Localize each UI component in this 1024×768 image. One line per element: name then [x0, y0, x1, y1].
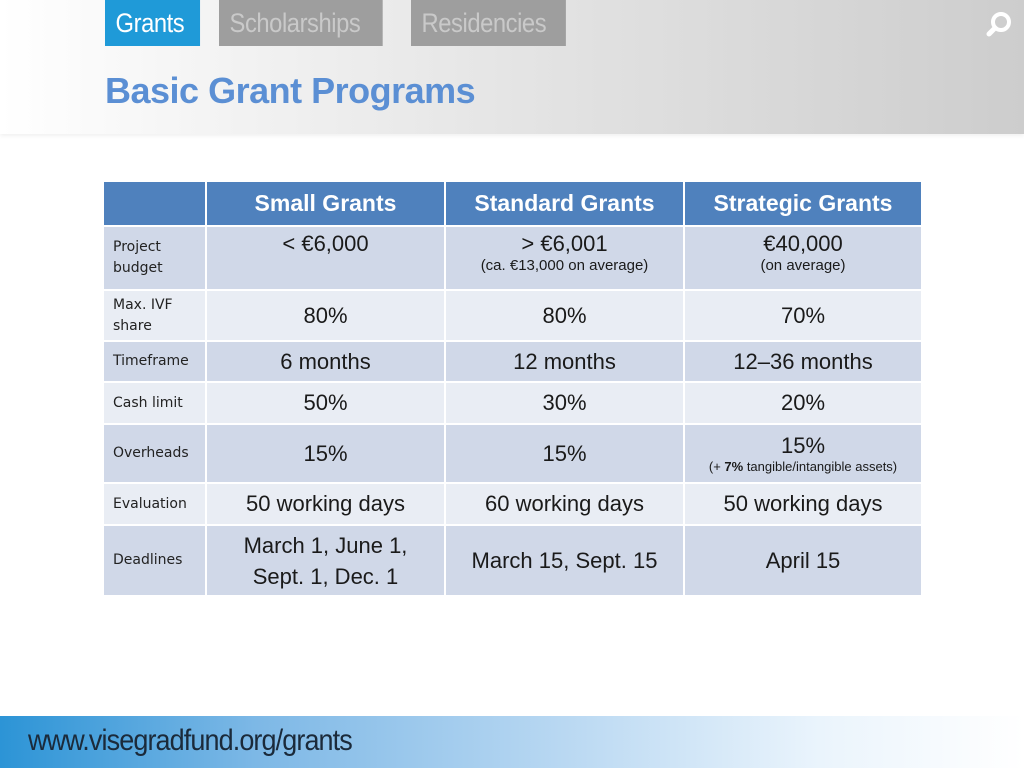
note-prefix: (+ — [708, 459, 725, 474]
table-row — [103, 483, 922, 525]
cell — [445, 226, 684, 290]
page-title: Basic Grant Programs — [105, 70, 476, 111]
cell-value: 50% — [206, 382, 445, 424]
cell-value: < €6,000 — [282, 231, 369, 256]
row-label: Cash limit — [103, 382, 206, 424]
tab-grants[interactable]: Grants — [105, 0, 200, 46]
cell-value-line2: Sept. 1, Dec. 1 — [252, 563, 399, 589]
header-standard-grants: Standard Grants — [445, 181, 684, 226]
cell-value: > €6,001 — [521, 231, 608, 256]
cell — [206, 226, 445, 290]
row-label: Max. IVF share — [103, 290, 206, 341]
header-corner — [103, 181, 206, 226]
cell-value-line1: March 1, June 1, — [243, 532, 408, 558]
note-bold: 7% — [724, 459, 744, 474]
cell — [206, 525, 445, 596]
row-label: Evaluation — [103, 483, 206, 525]
footer-url-link[interactable]: www.visegradfund.org/grants — [28, 724, 352, 757]
header-strategic-grants: Strategic Grants — [684, 181, 922, 226]
note-rest: tangible/intangible assets) — [743, 459, 898, 474]
table-row — [103, 424, 922, 483]
table-row — [103, 290, 922, 341]
cell-value: March 15, Sept. 15 — [445, 525, 684, 596]
table-row — [103, 525, 922, 596]
header-small-grants: Small Grants — [206, 181, 445, 226]
cell — [684, 226, 922, 290]
cell — [684, 424, 922, 483]
header-band — [0, 0, 1024, 134]
cell-note: (ca. €13,000 on average) — [480, 257, 649, 274]
cell-value: 80% — [445, 290, 684, 341]
cell-value: 12–36 months — [684, 341, 922, 382]
tab-residencies[interactable]: Residencies — [411, 0, 566, 46]
grant-programs-table — [102, 180, 923, 597]
cell-value: 60 working days — [445, 483, 684, 525]
table-header-row — [103, 181, 922, 226]
cell-note: (on average) — [760, 257, 846, 274]
cell-value: 15% — [445, 424, 684, 483]
row-label: Project budget — [103, 226, 206, 290]
cell-note — [685, 459, 921, 474]
cell-value: 20% — [684, 382, 922, 424]
table-row — [103, 341, 922, 382]
cell-value: April 15 — [684, 525, 922, 596]
table-row — [103, 382, 922, 424]
row-label: Deadlines — [103, 525, 206, 596]
cell-value: 50 working days — [206, 483, 445, 525]
search-icon[interactable] — [985, 10, 1013, 38]
cell-value: 12 months — [445, 341, 684, 382]
footer-band — [0, 716, 1024, 768]
cell-value: 15% — [206, 424, 445, 483]
row-label: Overheads — [103, 424, 206, 483]
row-label: Timeframe — [103, 341, 206, 382]
cell-value: 70% — [684, 290, 922, 341]
cell-value: €40,000 — [763, 231, 843, 256]
cell-value: 30% — [445, 382, 684, 424]
table-row — [103, 226, 922, 290]
cell-value: 50 working days — [684, 483, 922, 525]
nav-tabs — [105, 0, 587, 46]
cell-value: 15% — [780, 433, 826, 458]
cell-value: 80% — [206, 290, 445, 341]
tab-scholarships[interactable]: Scholarships — [219, 0, 383, 46]
cell-value: 6 months — [206, 341, 445, 382]
